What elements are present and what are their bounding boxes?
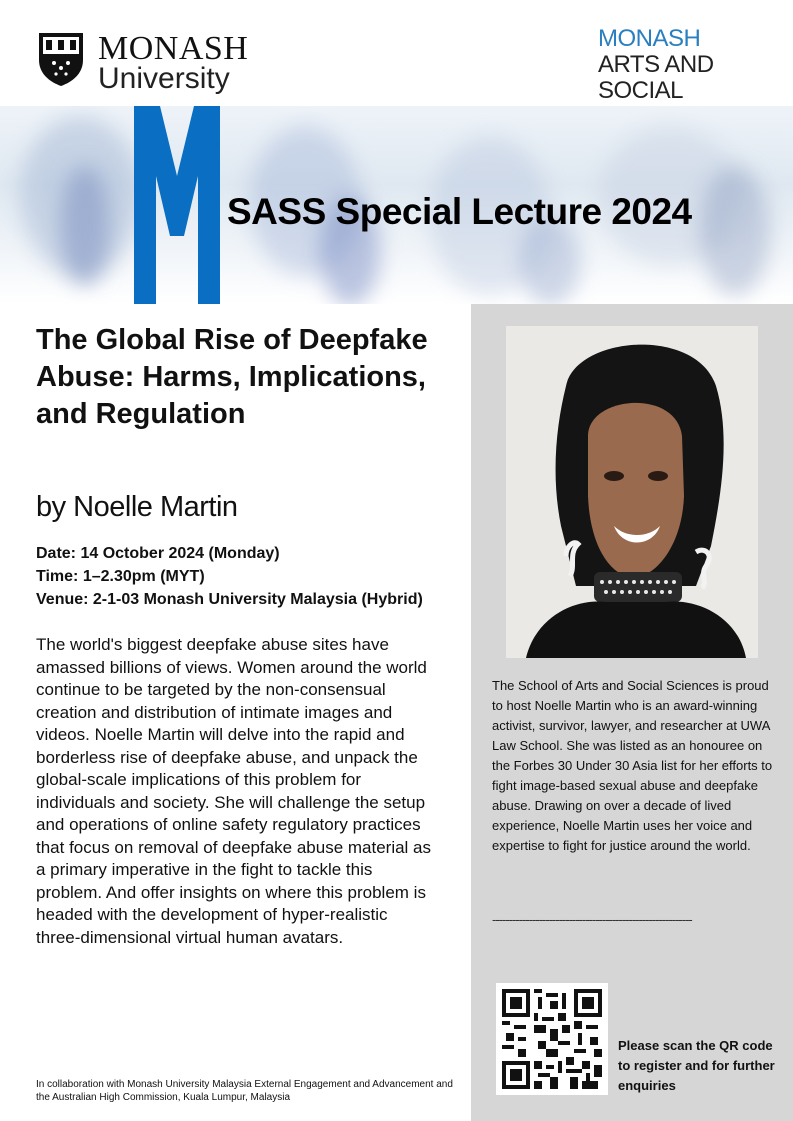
qr-instructions: Please scan the QR code to register and for further enquiries <box>618 1038 775 1093</box>
banner-title: SASS Special Lecture 2024 <box>227 191 692 232</box>
banner-image <box>0 106 793 304</box>
talk-abstract: The world's biggest deepfake abuse sites have amassed billions of views. Women around the world continue to be targeted by the non-consensual creation and distribution of intimate images and videos. Noelle Martin will delve into the rapid and borderless rise of deepfake abuse, and unpack the global-scale implications of this problem for individuals and society. She will challenge the setup and operations of online safety regulatory practices that focus on removal of deepfake abuse material as a primary imperative in the fight to tackle this problem. And offer insights on where this problem is headed with the development of hyper-realistic three-dimensional virtual human avatars. <box>36 635 432 947</box>
logo-monash-text: MONASH <box>98 30 249 67</box>
logo-right-line2: ARTS AND <box>598 51 714 78</box>
logo-right-line1: MONASH <box>598 25 701 52</box>
logo-right-line3: SOCIAL <box>598 77 683 104</box>
monash-crest-icon <box>36 30 86 88</box>
event-details <box>36 542 423 611</box>
collaboration-footnote: In collaboration with Monash University Malaysia External Engagement and Advancement and the Australian High Commission, Kuala Lumpur, Malaysia <box>36 1079 453 1103</box>
qr-code-icon <box>502 989 602 1089</box>
event-time: Time: 1–2.30pm (MYT) <box>36 568 205 585</box>
monash-m-graphic <box>134 106 220 304</box>
event-date: Date: 14 October 2024 (Monday) <box>36 545 280 562</box>
speaker-photo <box>506 326 758 658</box>
logo-university-text: University <box>98 62 230 95</box>
divider-line: ------------------------------------------------------------ <box>492 912 692 927</box>
speaker-byline: by Noelle Martin <box>36 491 238 523</box>
registration-qr-code[interactable] <box>496 983 608 1095</box>
monash-university-logo <box>36 30 256 96</box>
speaker-portrait-image <box>506 326 758 658</box>
talk-title: The Global Rise of Deepfake Abuse: Harms, Implications, and Regulation <box>36 324 428 430</box>
event-venue: Venue: 2-1-03 Monash University Malaysia (Hybrid) <box>36 591 423 608</box>
speaker-bio: The School of Arts and Social Sciences is proud to host Noelle Martin who is an award-winning activist, survivor, lawyer, and researcher at UWA Law School. She was listed as an honouree on the Forbes 30 Under 30 Asia list for her efforts to fight image-based sexual abuse and deepfake abuse. Drawing on over a decade of lived experience, Noelle Martin uses her voice and expertise to fight for justice around the world. <box>492 678 773 853</box>
